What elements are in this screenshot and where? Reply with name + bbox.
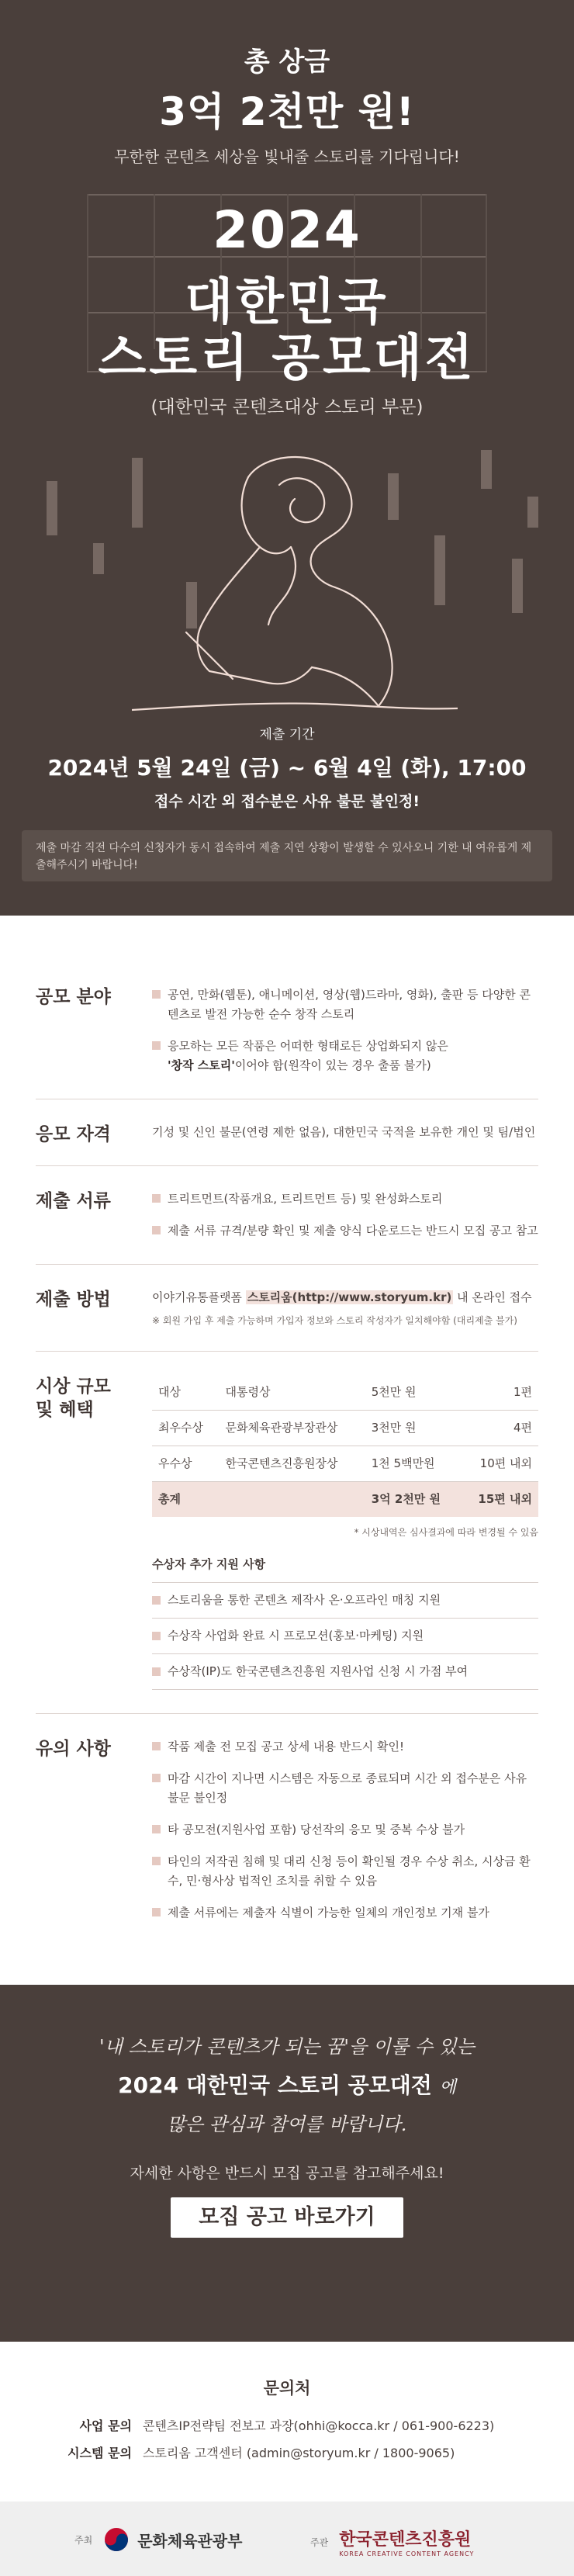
list-item: 스토리움을 통한 콘텐츠 제작사 온·오프라인 매칭 지원 [152,1583,538,1619]
prize-note: * 시상내역은 심사결과에 따라 변경될 수 있음 [354,1527,538,1538]
table-total-row: 총계 3억 2천만 원 15편 내외 [152,1482,538,1518]
organizer-org: 주관 한국콘텐츠진흥원 KOREA CREATIVE CONTENT AGENCY [310,2530,475,2557]
section-eligibility [36,1099,538,1166]
section-prizes [36,1352,538,1714]
period-label: 제출 기간 [259,727,315,743]
section-cautions [36,1714,538,1946]
list-item: 타 공모전(지원사업 포함) 당선작의 응모 및 중복 수상 불가 [152,1820,538,1840]
cta-quote-line3: 많은 관심과 참여를 바랍니다. [167,2114,407,2135]
notice-link-button[interactable]: 모집 공고 바로가기 [171,2197,403,2238]
section-method [36,1265,538,1352]
list-item: 수상작 사업화 완료 시 프로모션(홍보·마케팅) 지원 [152,1619,538,1654]
prize-table [152,1375,538,1517]
list-item: 트리트먼트(작품개요, 트리트먼트 등) 및 완성화스토리 [152,1189,538,1209]
host-org: 주최 문화체육관광부 [74,2526,242,2553]
contest-details [0,916,574,1985]
table-row: 우수상 한국콘텐츠진흥원장상 1천 5백만원 10편 내외 [152,1446,538,1482]
section-documents [36,1166,538,1265]
table-row: 대상 대통령상 5천만 원 1편 [152,1375,538,1411]
section-title: 응모 자격 [36,1124,111,1144]
table-row: 최우수상 문화체육관광부장관상 3천만 원 4편 [152,1411,538,1446]
list-item: 타인의 저작권 침해 및 대리 신청 등이 확인될 경우 수상 취소, 시상금 환수, 민·형사상 법적인 조치를 취할 수 있음 [152,1852,538,1891]
deadline-notice: 제출 마감 직전 다수의 신청자가 동시 접속하여 제출 지연 상황이 발생할 수 있사오니 기한 내 여유롭게 제출해주시기 바랍니다! [22,830,552,881]
submission-period: 2024년 5월 24일 (금) ~ 6월 4일 (화), 17:00 [47,755,527,781]
list-item: 제출 서류에는 제출자 식별이 가능한 일체의 개인정보 기재 불가 [152,1903,538,1923]
method-text: 이야기유통플랫폼 스토리움(http://www.storyum.kr) 내 온라인 접수 [152,1290,532,1304]
section-title: 제출 서류 [36,1191,111,1211]
cta-quote-line1: '내 스토리가 콘텐츠가 되는 꿈'을 이룰 수 있는 [99,2036,475,2058]
storyum-link[interactable]: 스토리움(http://www.storyum.kr) [247,1290,452,1304]
list-item: 작품 제출 전 모집 공고 상세 내용 반드시 확인! [152,1737,538,1757]
extra-support-title: 수상자 추가 지원 사항 [152,1557,266,1571]
prize-label: 총 상금 [244,47,330,78]
contact-row: 시스템 문의 스토리움 고객센터 (admin@storyum.kr / 1800-9065) [67,2446,455,2460]
section-title: 공모 분야 [36,987,111,1007]
writer-line-illustration-icon [132,446,458,725]
method-note: ※ 회원 가입 후 제출 가능하며 가입자 정보와 스토리 작성자가 일치해야함 (대리제출 불가) [152,1315,517,1326]
contact-section [0,2342,574,2502]
prize-amount: 3억 2천만 원! [159,89,415,134]
hero-title-line2: 스토리 공모대전 [98,330,476,387]
cta-quote-line2: 2024 대한민국 스토리 공모대전 에 [118,2072,456,2098]
list-item: 수상작(IP)도 한국콘텐츠진흥원 지원사업 신청 시 가점 부여 [152,1654,538,1690]
list-item: 응모하는 모든 작품은 어떠한 형태로든 상업화되지 않은 '창작 스토리'이어야 함(원작이 있는 경우 출품 불가) [152,1037,538,1075]
list-item: 공연, 만화(웹툰), 애니메이션, 영상(웹)드라마, 영화), 출판 등 다양한 콘텐츠로 발전 가능한 순수 창작 스토리 [152,985,538,1024]
section-title: 시상 규모 및 혜택 [36,1376,111,1420]
korea-taegeuk-logo-icon [103,2526,130,2553]
list-item: 마감 시간이 지나면 시스템은 자동으로 종료되며 시간 외 접수분은 사유 불문 불인정 [152,1769,538,1808]
contact-row: 사업 문의 콘텐츠IP전략팀 전보고 과장(ohhi@kocca.kr / 061-900-6223) [79,2418,495,2433]
section-field [36,962,538,1099]
cta-guide: 자세한 사항은 반드시 모집 공고를 참고해주세요! [130,2165,444,2182]
hero-banner [0,0,574,916]
section-title: 유의 사항 [36,1739,111,1759]
contact-title: 문의처 [263,2379,311,2398]
list-item: 제출 서류 규격/분량 확인 및 제출 양식 다운로드는 반드시 모집 공고 참고 [152,1221,538,1241]
section-title: 제출 방법 [36,1290,111,1310]
sponsor-footer [0,2502,574,2576]
hero-year: 2024 [213,200,361,260]
hero-subtitle: (대한민국 콘텐츠대상 스토리 부문) [150,397,424,417]
hero-tagline: 무한한 콘텐츠 세상을 빛내줄 스토리를 기다립니다! [114,147,460,166]
hero-title-line1: 대한민국 [185,274,389,331]
period-note: 접수 시간 외 접수분은 사유 불문 불인정! [154,793,420,810]
cta-banner [0,1985,574,2342]
eligibility-text: 기성 및 신인 불문(연령 제한 없음), 대한민국 국적을 보유한 개인 및 팀/법인 [152,1125,536,1139]
